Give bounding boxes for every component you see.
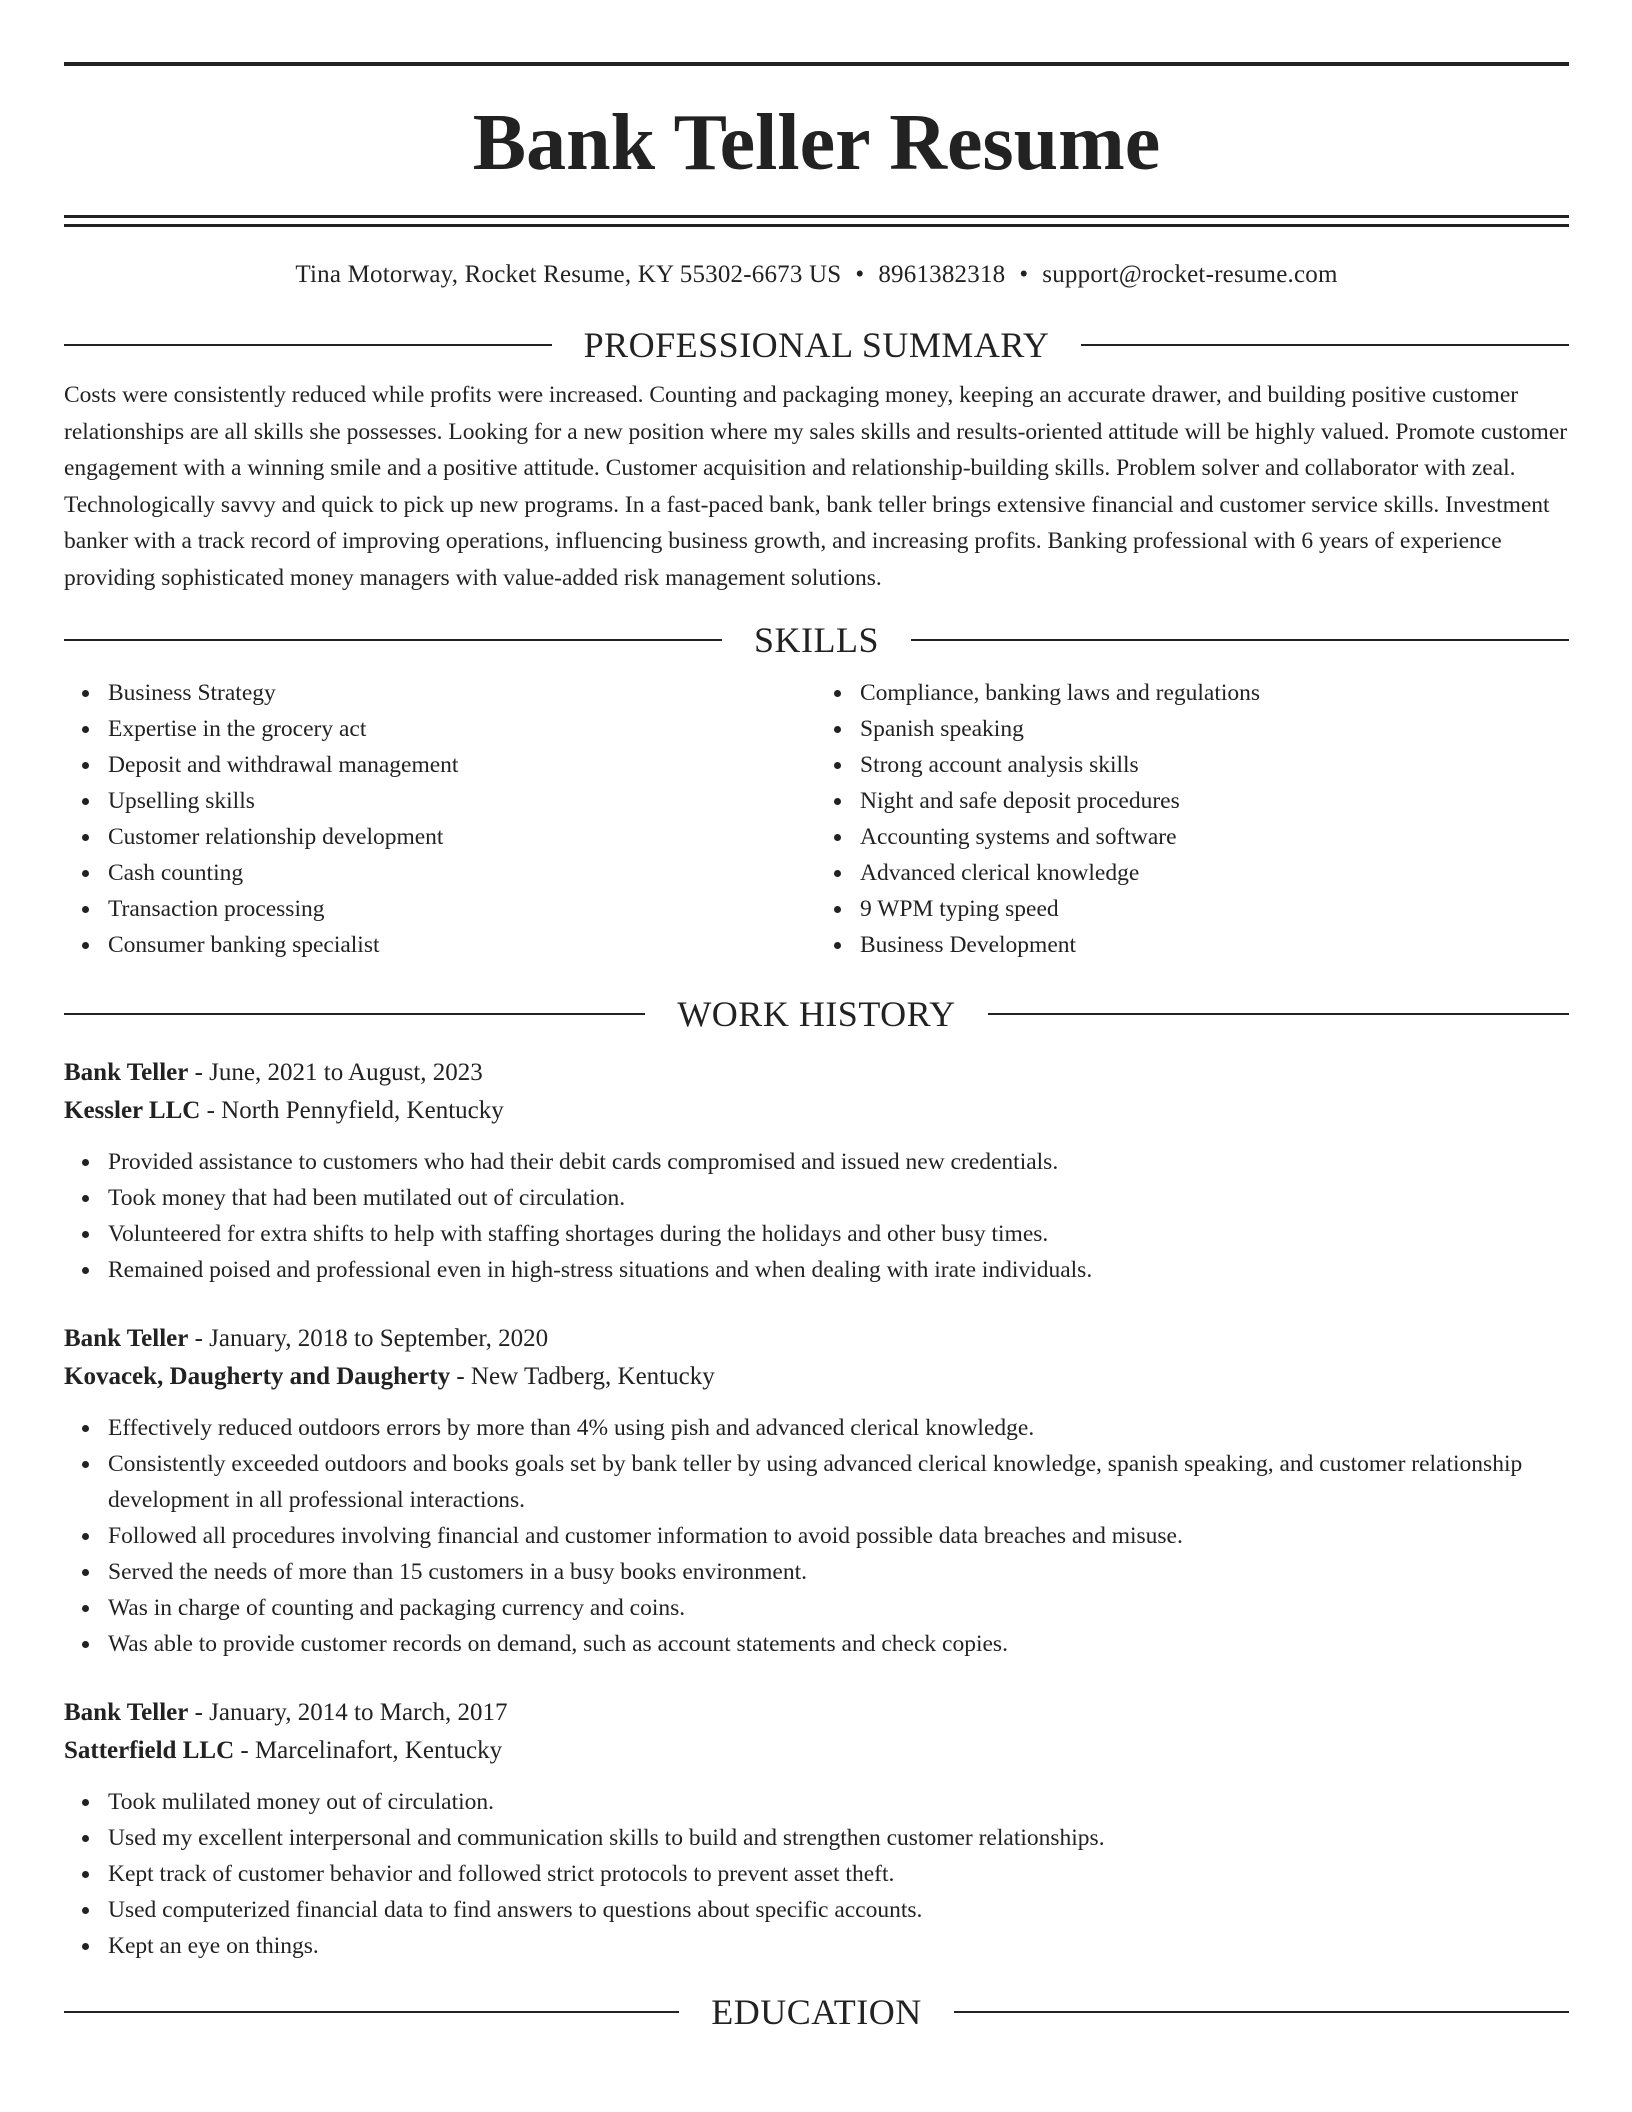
- skill-item: Night and safe deposit procedures: [860, 783, 1569, 819]
- job-title: Bank Teller: [64, 1698, 189, 1726]
- job-bullet-item: Used my excellent interpersonal and communication skills to build and strengthen customer relationships.: [108, 1820, 1569, 1856]
- skill-item: Cash counting: [108, 855, 817, 891]
- contact-line: [64, 259, 1569, 291]
- job-title-line: [64, 1694, 1569, 1732]
- skill-item: Business Development: [860, 927, 1569, 963]
- job-bullet-item: Consistently exceeded outdoors and books goals set by bank teller by using advanced clerical knowledge, spanish speaking, and customer relationship development in all professional interactions.: [108, 1446, 1569, 1518]
- contact-address: Tina Motorway, Rocket Resume, KY 55302-6673 US: [295, 261, 842, 288]
- job-bullet-item: Kept an eye on things.: [108, 1928, 1569, 1964]
- resume-title: Bank Teller Resume: [472, 99, 1161, 187]
- contact-phone: 8961382318: [878, 261, 1006, 288]
- work-history-list: [64, 1054, 1569, 1964]
- job-company: Kovacek, Daugherty and Daugherty: [64, 1362, 451, 1390]
- contact-separator: •: [1019, 261, 1029, 288]
- skill-item: Compliance, banking laws and regulations: [860, 675, 1569, 711]
- job-company: Kessler LLC: [64, 1096, 201, 1124]
- job-entry: [64, 1694, 1569, 1964]
- skill-item: Deposit and withdrawal management: [108, 747, 817, 783]
- skills-list: [64, 675, 1569, 963]
- skill-item: 9 WPM typing speed: [860, 891, 1569, 927]
- section-heading-education: [64, 1992, 1569, 2032]
- section-heading-summary: [64, 325, 1569, 365]
- professional-summary-text: Costs were consistently reduced while profits were increased. Counting and packaging money, keeping an accurate drawer, and building positive customer relationships are all skills she possesses. Looking for a new position where my sales skills and results-oriented attitude will be highly valued. Promote customer engagement with a winning smile and a positive attitude. Customer acquisition and relationship-building skills. Problem solver and collaborator with zeal. Technologically savvy and quick to pick up new programs. In a fast-paced bank, bank teller brings extensive financial and customer service skills. Investment banker with a track record of improving operations, influencing business growth, and increasing profits. Banking professional with 6 years of experience providing sophisticated money managers with value-added risk management solutions.: [64, 382, 1568, 591]
- resume-page: [64, 62, 1569, 2032]
- job-dates: - June, 2021 to August, 2023: [188, 1058, 483, 1086]
- job-company-line: [64, 1732, 1569, 1770]
- job-bullet-item: Volunteered for extra shifts to help with staffing shortages during the holidays and other busy times.: [108, 1216, 1569, 1252]
- skill-item: Accounting systems and software: [860, 819, 1569, 855]
- skill-item: Transaction processing: [108, 891, 817, 927]
- skill-item: Upselling skills: [108, 783, 817, 819]
- job-bullet-item: Took mulilated money out of circulation.: [108, 1784, 1569, 1820]
- job-bullet-item: Remained poised and professional even in high-stress situations and when dealing with irate individuals.: [108, 1252, 1569, 1288]
- job-entry: [64, 1054, 1569, 1288]
- job-dates: - January, 2018 to September, 2020: [188, 1324, 549, 1352]
- job-bullet-item: Served the needs of more than 15 customers in a busy books environment.: [108, 1554, 1569, 1590]
- section-title: PROFESSIONAL SUMMARY: [583, 325, 1050, 365]
- skill-item: Business Strategy: [108, 675, 817, 711]
- skill-item: Advanced clerical knowledge: [860, 855, 1569, 891]
- job-company-line: [64, 1358, 1569, 1396]
- skills-column-right: [816, 675, 1569, 963]
- skill-item: Strong account analysis skills: [860, 747, 1569, 783]
- job-bullet-item: Effectively reduced outdoors errors by more than 4% using pish and advanced clerical knowledge.: [108, 1410, 1569, 1446]
- job-location: - Marcelinafort, Kentucky: [234, 1736, 503, 1764]
- job-bullets: [64, 1410, 1569, 1662]
- job-bullet-item: Was able to provide customer records on demand, such as account statements and check copies.: [108, 1626, 1569, 1662]
- section-heading-skills: [64, 620, 1569, 660]
- section-title: EDUCATION: [711, 1991, 922, 2032]
- contact-separator: •: [855, 261, 865, 288]
- top-rule: [64, 62, 1569, 66]
- job-bullet-item: Followed all procedures involving financial and customer information to avoid possible data breaches and misuse.: [108, 1518, 1569, 1554]
- job-company: Satterfield LLC: [64, 1736, 235, 1764]
- job-dates: - January, 2014 to March, 2017: [188, 1698, 508, 1726]
- skill-item: Spanish speaking: [860, 711, 1569, 747]
- section-heading-work: [64, 994, 1569, 1034]
- contact-email[interactable]: support@rocket-resume.com: [1042, 261, 1338, 288]
- job-bullet-item: Kept track of customer behavior and followed strict protocols to prevent asset theft.: [108, 1856, 1569, 1892]
- section-title: WORK HISTORY: [677, 993, 956, 1034]
- job-location: - New Tadberg, Kentucky: [450, 1362, 715, 1390]
- job-title: Bank Teller: [64, 1058, 189, 1086]
- title-double-rule: [64, 215, 1569, 227]
- job-bullets: [64, 1144, 1569, 1288]
- skill-item: Consumer banking specialist: [108, 927, 817, 963]
- job-bullet-item: Used computerized financial data to find answers to questions about specific accounts.: [108, 1892, 1569, 1928]
- job-title-line: [64, 1320, 1569, 1358]
- job-bullet-item: Took money that had been mutilated out of circulation.: [108, 1180, 1569, 1216]
- skills-column-left: [64, 675, 817, 963]
- skill-item: Customer relationship development: [108, 819, 817, 855]
- job-company-line: [64, 1092, 1569, 1130]
- job-bullet-item: Was in charge of counting and packaging currency and coins.: [108, 1590, 1569, 1626]
- job-location: - North Pennyfield, Kentucky: [200, 1096, 504, 1124]
- job-entry: [64, 1320, 1569, 1662]
- job-bullet-item: Provided assistance to customers who had their debit cards compromised and issued new credentials.: [108, 1144, 1569, 1180]
- skill-item: Expertise in the grocery act: [108, 711, 817, 747]
- job-title: Bank Teller: [64, 1324, 189, 1352]
- job-bullets: [64, 1784, 1569, 1964]
- section-title: SKILLS: [754, 619, 880, 660]
- job-title-line: [64, 1054, 1569, 1092]
